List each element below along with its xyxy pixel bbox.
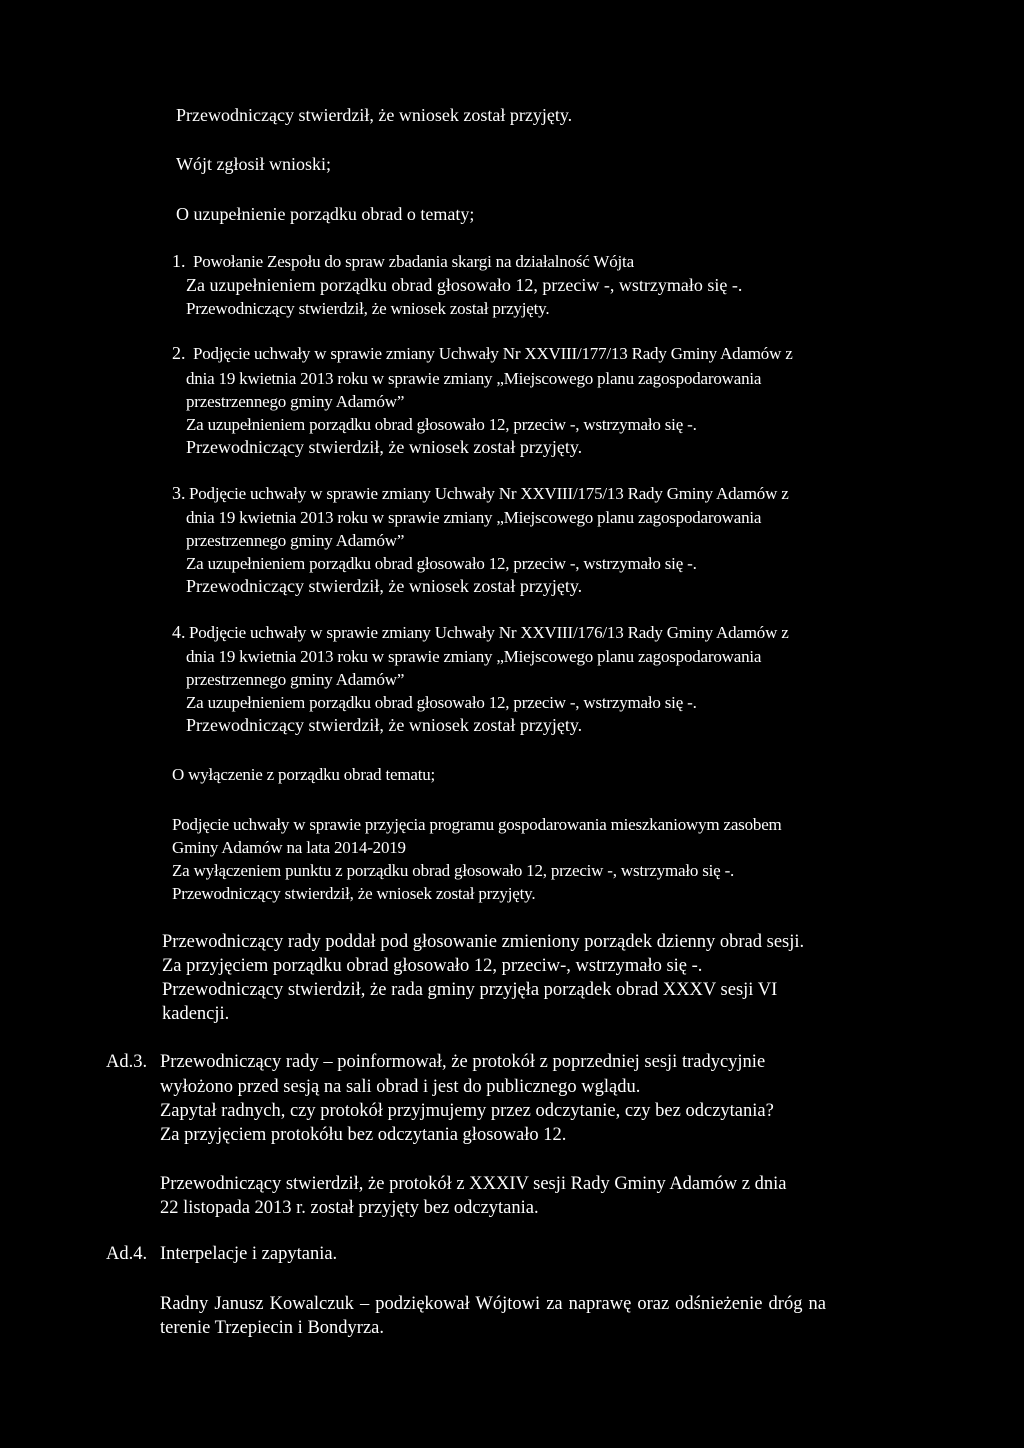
paragraph-line: 22 listopada 2013 r. został przyjęty bez odczytania. (160, 1198, 539, 1218)
list-item-line: Powołanie Zespołu do spraw zbadania skargi na działalność Wójta (193, 252, 634, 271)
paragraph-line: Przewodniczący stwierdził, że wniosek został przyjęty. (176, 105, 573, 125)
list-item-line: Za uzupełnieniem porządku obrad głosowało 12, przeciw -, wstrzymało się -. (186, 415, 697, 434)
list-item-line: dnia 19 kwietnia 2013 roku w sprawie zmiany „Miejscowego planu zagospodarowania (186, 508, 762, 527)
paragraph-line: Podjęcie uchwały w sprawie przyjęcia programu gospodarowania mieszkaniowym zasobem (172, 815, 782, 834)
paragraph-line: Wójt zgłosił wnioski; (176, 154, 331, 174)
list-item-line: dnia 19 kwietnia 2013 roku w sprawie zmiany „Miejscowego planu zagospodarowania (186, 647, 762, 666)
list-number: 3. (172, 483, 186, 503)
paragraph-line: Przewodniczący stwierdził, że rada gminy przyjęła porządek obrad XXXV sesji VI (162, 980, 778, 1000)
paragraph-line: Za wyłączeniem punktu z porządku obrad głosowało 12, przeciw -, wstrzymało się -. (172, 861, 735, 880)
paragraph-line: Za przyjęciem protokółu bez odczytania głosowało 12. (160, 1125, 567, 1145)
list-item-line: Za uzupełnieniem porządku obrad głosowało 12, przeciw -, wstrzymało się -. (186, 554, 697, 573)
paragraph-line: Przewodniczący stwierdził, że wniosek został przyjęty. (172, 884, 536, 903)
paragraph-line: Gminy Adamów na lata 2014-2019 (172, 838, 406, 857)
paragraph-line: kadencji. (162, 1004, 230, 1024)
section-number: Ad.4. (106, 1244, 148, 1264)
list-number: 1. (172, 251, 186, 271)
list-number: 4. (172, 622, 186, 642)
list-item-line: Przewodniczący stwierdził, że wniosek został przyjęty. (186, 715, 583, 735)
section-heading: O wyłączenie z porządku obrad tematu; (172, 765, 436, 784)
paragraph-line: Za przyjęciem porządku obrad głosowało 12, przeciw-, wstrzymało się -. (162, 956, 703, 976)
list-item-line: dnia 19 kwietnia 2013 roku w sprawie zmiany „Miejscowego planu zagospodarowania (186, 369, 762, 388)
list-item-line: Przewodniczący stwierdził, że wniosek został przyjęty. (186, 576, 583, 596)
list-item-line: Podjęcie uchwały w sprawie zmiany Uchwały Nr XXVIII/177/13 Rady Gminy Adamów z (193, 344, 793, 363)
list-item-line: Podjęcie uchwały w sprawie zmiany Uchwały Nr XXVIII/176/13 Rady Gminy Adamów z (189, 623, 789, 642)
paragraph-line: Interpelacje i zapytania. (160, 1244, 338, 1264)
list-item-line: przestrzennego gminy Adamów” (186, 670, 405, 689)
paragraph-line: Radny Janusz Kowalczuk – podziękował Wójtowi za naprawę oraz odśnieżenie dróg na (160, 1294, 826, 1314)
paragraph-line: Przewodniczący stwierdził, że protokół z XXXIV sesji Rady Gminy Adamów z dnia (160, 1174, 787, 1194)
paragraph-line: terenie Trzepiecin i Bondyrza. (160, 1318, 384, 1338)
list-number: 2. (172, 343, 186, 363)
list-item-line: przestrzennego gminy Adamów” (186, 531, 405, 550)
list-item-line: Przewodniczący stwierdził, że wniosek został przyjęty. (186, 299, 550, 318)
list-item-line: Za uzupełnieniem porządku obrad głosowało 12, przeciw -, wstrzymało się -. (186, 275, 743, 295)
list-item-line: Przewodniczący stwierdził, że wniosek został przyjęty. (186, 437, 583, 457)
paragraph-line: Przewodniczący rady poddał pod głosowanie zmieniony porządek dzienny obrad sesji. (162, 932, 805, 952)
paragraph-line: Przewodniczący rady – poinformował, że protokół z poprzedniej sesji tradycyjnie (160, 1052, 766, 1072)
paragraph-line: O uzupełnienie porządku obrad o tematy; (176, 204, 475, 224)
list-item-line: Podjęcie uchwały w sprawie zmiany Uchwały Nr XXVIII/175/13 Rady Gminy Adamów z (189, 484, 789, 503)
list-item-line: Za uzupełnieniem porządku obrad głosowało 12, przeciw -, wstrzymało się -. (186, 693, 697, 712)
paragraph-line: Zapytał radnych, czy protokół przyjmujemy przez odczytanie, czy bez odczytania? (160, 1101, 774, 1121)
paragraph-line: wyłożono przed sesją na sali obrad i jest do publicznego wglądu. (160, 1077, 641, 1097)
section-number: Ad.3. (106, 1052, 148, 1072)
list-item-line: przestrzennego gminy Adamów” (186, 392, 405, 411)
